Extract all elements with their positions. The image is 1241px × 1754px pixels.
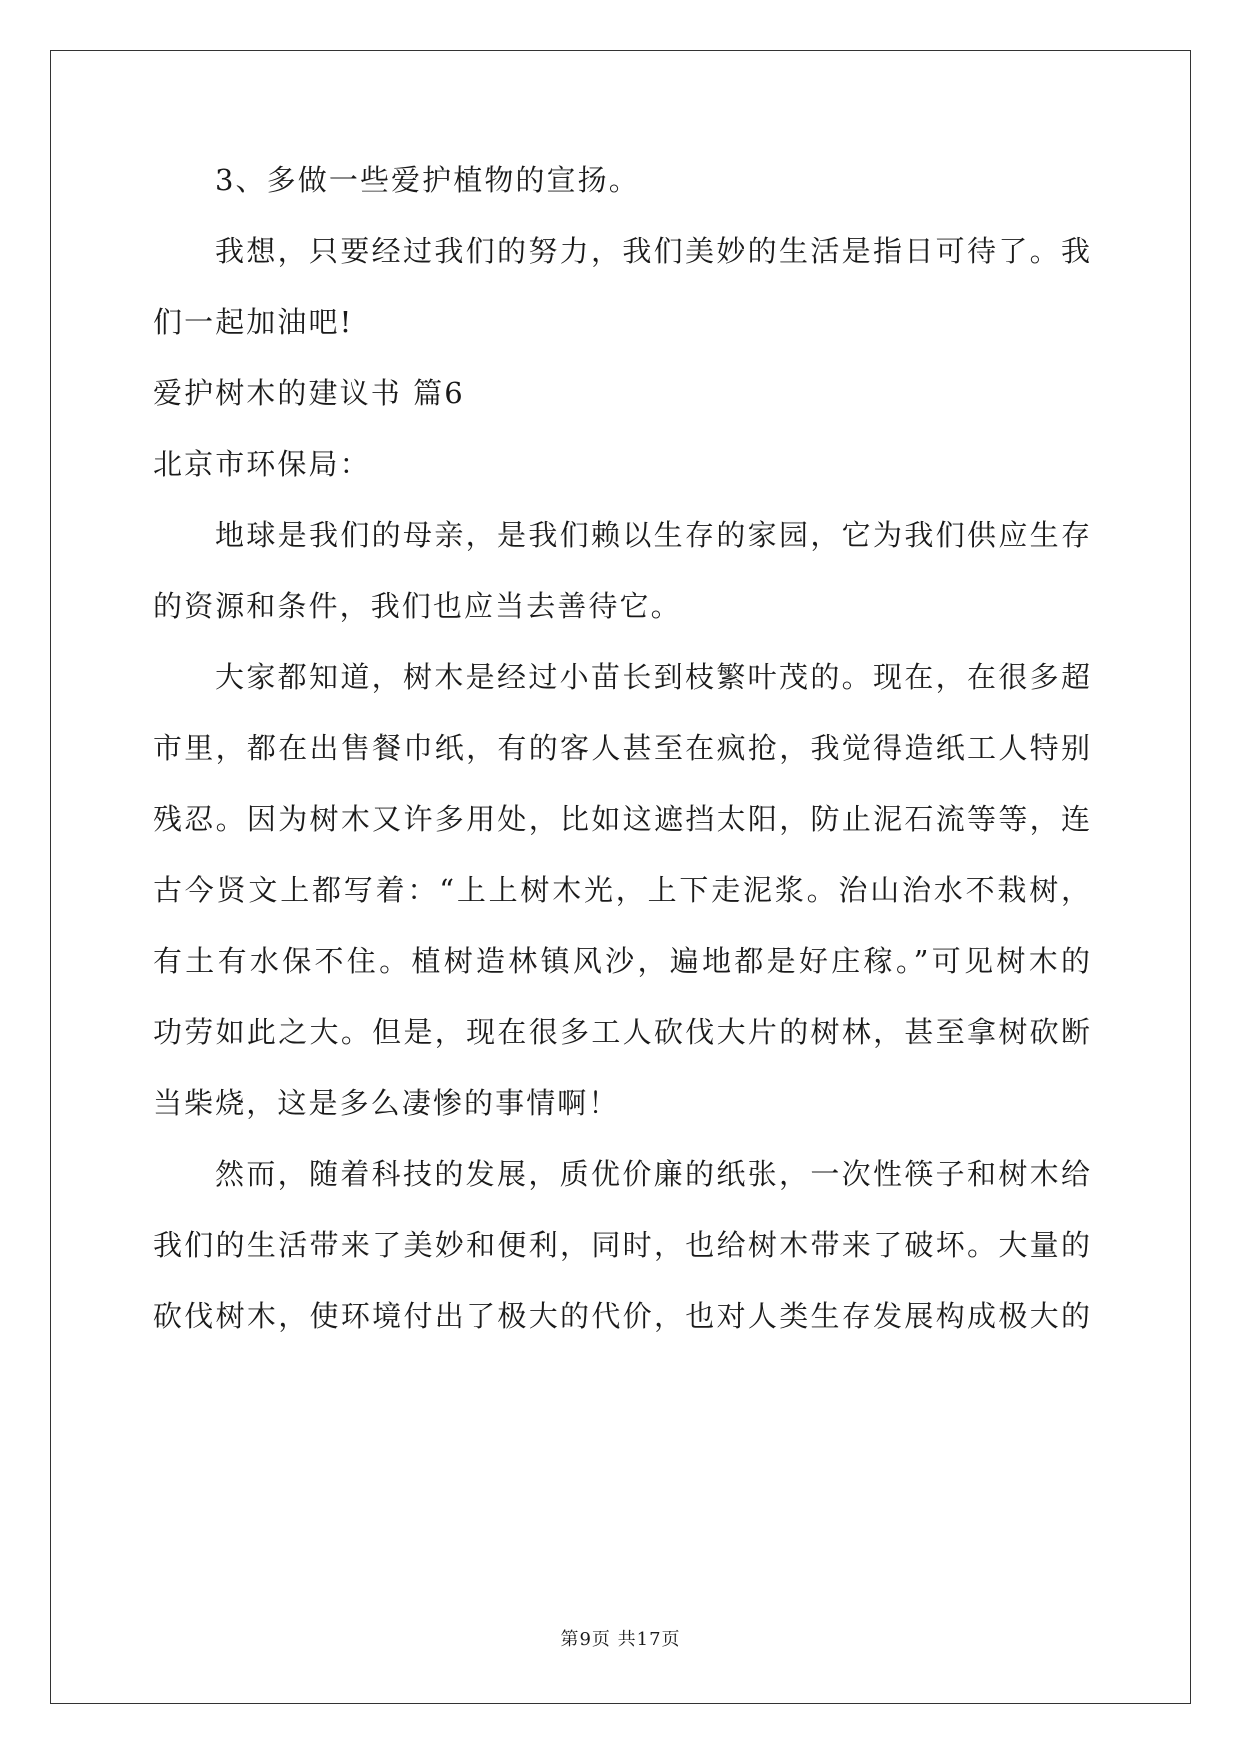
paragraph-line: 大家都知道，树木是经过小苗长到枝繁叶茂的。现在，在很多超 (215, 660, 1090, 694)
paragraph-line: 当柴烧，这是多么凄惨的事情啊！ (153, 1086, 620, 1120)
list-item-3: 3、多做一些爱护植物的宣扬。 (215, 163, 640, 197)
section-heading: 爱护树木的建议书 篇6 (153, 376, 465, 410)
paragraph-line: 的资源和条件，我们也应当去善待它。 (153, 589, 682, 623)
paragraph-line: 我们的生活带来了美妙和便利，同时，也给树木带来了破坏。大量的 (153, 1228, 1090, 1262)
paragraph-line: 然而，随着科技的发展，质优价廉的纸张，一次性筷子和树木给 (215, 1157, 1090, 1191)
paragraph-line: 市里，都在出售餐巾纸，有的客人甚至在疯抢，我觉得造纸工人特别 (153, 731, 1090, 765)
page-number: 第9页 共17页 (560, 1629, 681, 1650)
paragraph-line: 砍伐树木，使环境付出了极大的代价，也对人类生存发展构成极大的 (153, 1299, 1090, 1333)
paragraph-line: 残忍。因为树木又许多用处，比如这遮挡太阳，防止泥石流等等，连 (153, 802, 1090, 836)
letter-salutation: 北京市环保局： (153, 447, 371, 481)
paragraph-line: 地球是我们的母亲，是我们赖以生存的家园，它为我们供应生存 (215, 518, 1090, 552)
paragraph-line: 古今贤文上都写着：“上上树木光，上下走泥浆。治山治水不栽树， (153, 873, 1090, 907)
paragraph-line: 们一起加油吧! (153, 305, 354, 339)
paragraph-line: 有土有水保不住。植树造林镇风沙，遍地都是好庄稼。”可见树木的 (153, 944, 1090, 978)
paragraph-line: 功劳如此之大。但是，现在很多工人砍伐大片的树林，甚至拿树砍断 (153, 1015, 1090, 1049)
paragraph-line: 我想，只要经过我们的努力，我们美妙的生活是指日可待了。我 (215, 234, 1090, 268)
